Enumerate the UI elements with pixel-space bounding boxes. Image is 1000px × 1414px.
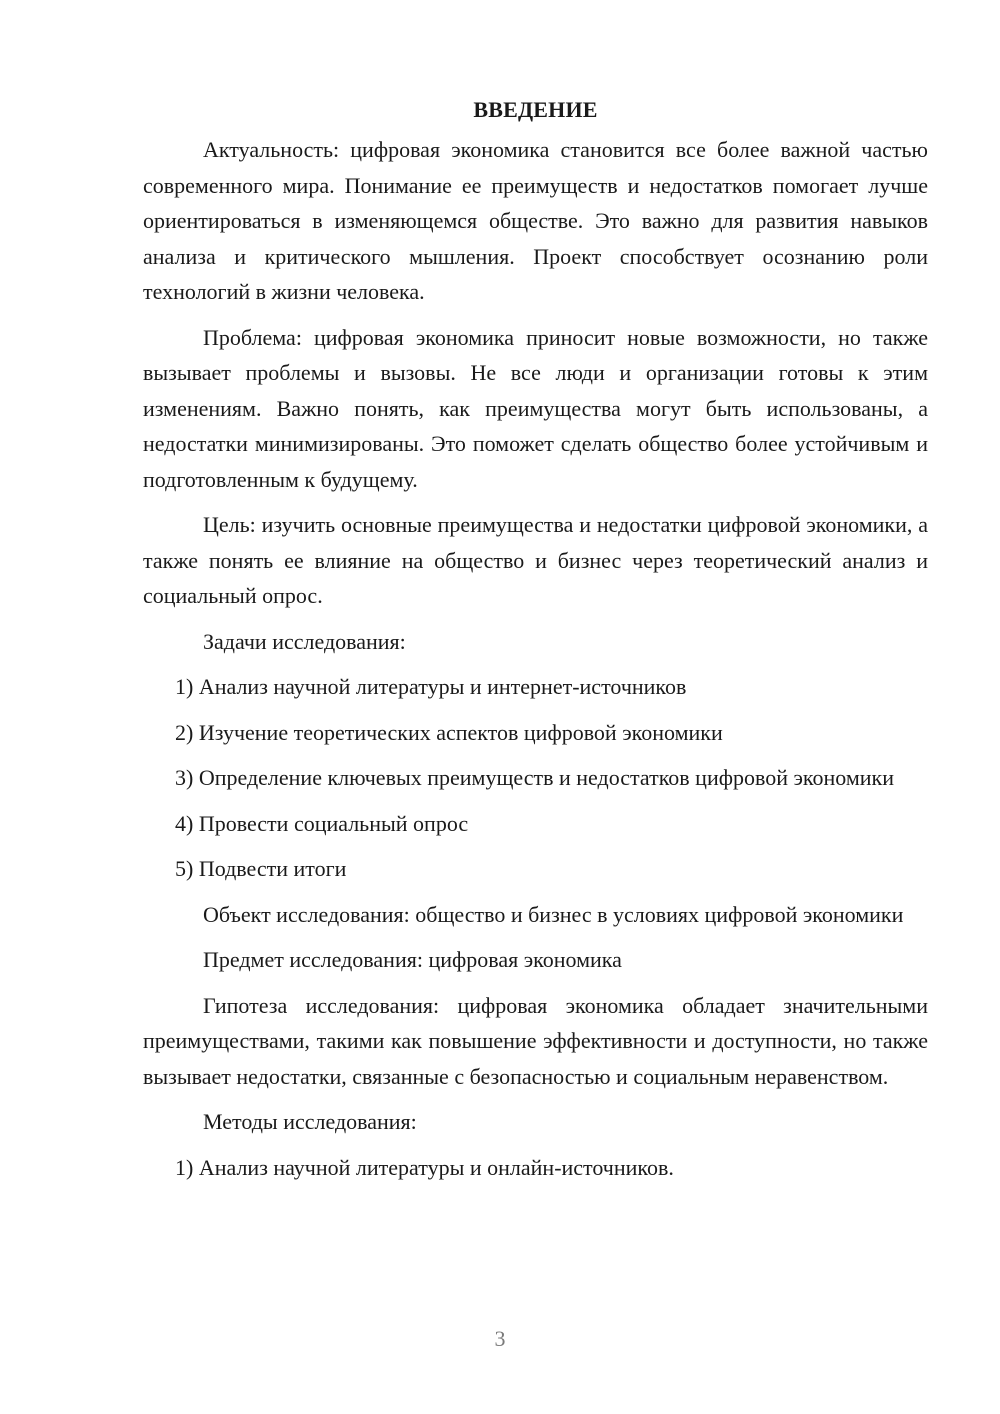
methods-title: Методы исследования: — [203, 1109, 417, 1134]
page-number: 3 — [494, 1326, 506, 1351]
paragraph-goal: Цель: изучить основные преимущества и недостатки цифровой экономики, а также понять ее влияние на общество и бизнес через теоретический анализ и социальный опрос. — [143, 512, 928, 608]
paragraph-subject: Предмет исследования: цифровая экономика — [203, 947, 622, 972]
task-item-4: 4) Провести социальный опрос — [175, 810, 469, 836]
paragraph-hypothesis: Гипотеза исследования: цифровая экономика обладает значительными преимуществами, такими как повышение эффективности и доступности, но также вызывает недостатки, связанные с безопасностью и социальным неравенством. — [143, 992, 928, 1089]
section-heading: ВВЕДЕНИЕ — [473, 97, 598, 122]
method-item-1: 1) Анализ научной литературы и онлайн-источников. — [175, 1154, 674, 1180]
task-item-5: 5) Подвести итоги — [175, 856, 347, 881]
task-item-2: 2) Изучение теоретических аспектов цифровой экономики — [175, 719, 723, 745]
task-item-3: 3) Определение ключевых преимуществ и недостатков цифровой экономики — [175, 765, 895, 790]
paragraph-object: Объект исследования: общество и бизнес в условиях цифровой экономики — [203, 901, 904, 927]
paragraph-relevance: Актуальность: цифровая экономика становится все более важной частью современного мира. Понимание ее преимуществ и недостатков помогает лучше ориентироваться в изменяющемся обществе. Это важно для развития навыков анализа и критического мышления. Проект способствует осознанию роли технологий в жизни человека. — [143, 137, 928, 304]
paragraph-problem: Проблема: цифровая экономика приносит новые возможности, но также вызывает проблемы и вызовы. Не все люди и организации готовы к этим изменениям. Важно понять, как преимущества могут быть использованы, а недостатки минимизированы. Это поможет сделать общество более устойчивым и подготовленным к будущему. — [143, 324, 928, 492]
task-item-1: 1) Анализ научной литературы и интернет-источников — [175, 674, 687, 699]
document-page — [143, 92, 928, 1195]
tasks-title: Задачи исследования: — [203, 628, 406, 654]
